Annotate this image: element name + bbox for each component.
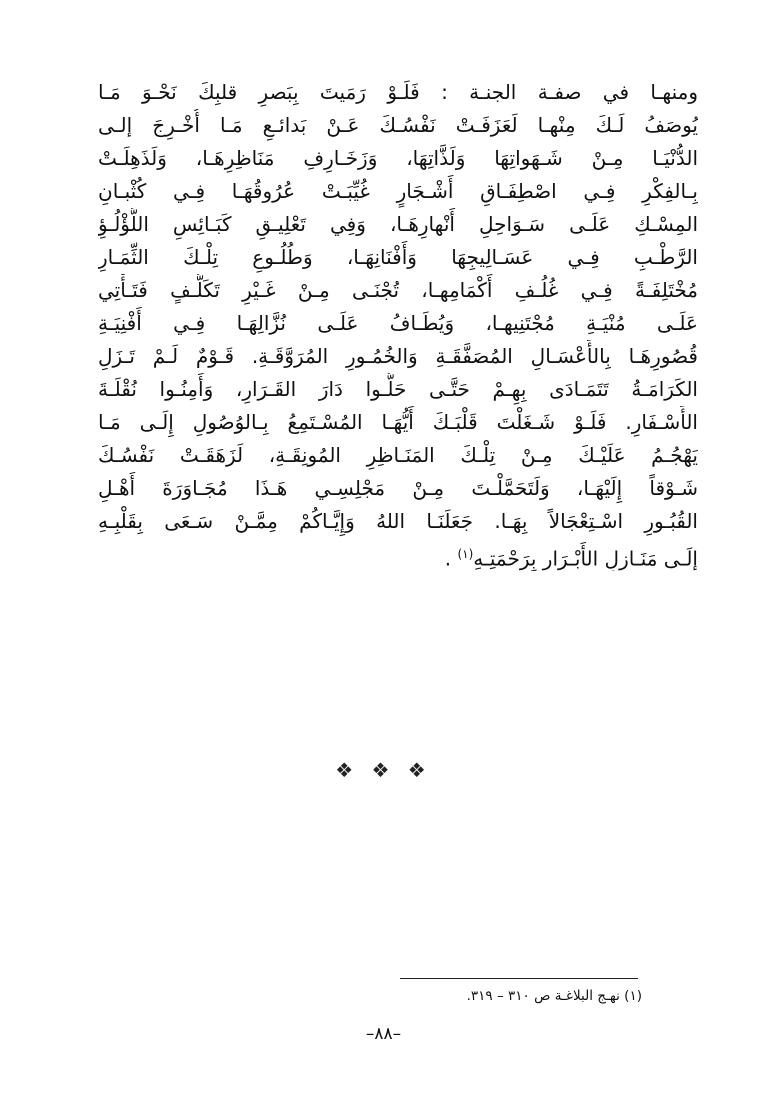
body-line: القُبُـورِ اسْـتِعْجَالاً بِهَـا. جَعَلَنَـا اللهُ وَإِيَّـاكُمْ مِمَّـنْ سَـعَى بِقَلْبِـهِ <box>98 509 698 533</box>
body-line: قُصُورِهَـا بِالأَعْسَـالِ المُصَفَّقَـةِ وَالخُمُـورِ المُرَوَّقَـةِ. قَـوْمٌ لَـمْ تَـزَلِ <box>98 344 698 368</box>
body-line: ومنهـا في صفـة الجنـة : فَلَـوْ رَمَيتَ بِبَصرِ قلبِكَ نَحْـوَ مَـا <box>98 80 698 104</box>
body-line: الدُّنْيَـا مِـنْ شَـهَواتِهَا وَلَذَّاتِهَا، وَزَخَـارِفِ مَنَاظِرِهَـا، وَلَذَهِلَـتْ <box>98 146 698 170</box>
body-line: بِـالفِكْرِ فِـي اصْطِفَـاقِ أَشْـجَارٍ غُيِّبَـتْ عُرُوقُهَـا فِـي كُثْبـانِ <box>98 179 698 203</box>
footnote-divider <box>400 978 638 979</box>
footnote: (١) نهـج البلاغـة ص ٣١٠ – ٣١٩. <box>466 988 642 1004</box>
body-line: يَهْجُـمُ عَلَيْـكَ مِـنْ تِلْـكَ المَنَـاظِرِ المُونِقَـةِ، لَزَهَقَـتْ نَفْسُـكَ <box>98 443 698 467</box>
body-line: الكَرَامَـةُ تَتَمَـادَى بِهِـمْ حَتَّـى حَلُّـوا دَارَ القَـرَارِ، وَأَمِنُـوا نُقْلَـةَ <box>98 377 698 401</box>
body-line: مُخْتَلِفَـةً فِـي غُلُـفِ أَكْمَامِهـا، تُجْنَـى مِـنْ غَـيْرِ تَكَلُّـفٍ فَتَـأْتِي <box>98 278 698 302</box>
body-line: شَـوْقاً إِلَيْهَـا، وَلَتَحَمَّلْـتَ مِـنْ مَجْلِسِـي هَـذَا مُجَـاوَرَةَ أَهْـلِ <box>98 476 698 500</box>
body-line: عَلَـى مُنْيَـةِ مُجْتَنِيهـا، وَيُطَـافُ عَلَـى نُزَّالِهَـا فِـي أَفْنِيَـةِ <box>98 311 698 335</box>
body-line-text: إِلَـى مَنَـازِلِ الأَبْـرَارِ بِرَحْمَتِـهِ <box>473 546 698 571</box>
body-line: يُوصَفُ لَـكَ مِنْهـا لَعَزَفَـتْ نَفْسُـكَ عَـنْ بَدائـعِ مَـا أُخْـرِجَ إلـى <box>98 113 698 137</box>
page-number: –٨٨– <box>365 1024 402 1044</box>
body-line: الرَّطْـبِ فِـي عَسَـالِيجِهَا وَأَفْنَانِهَـا، وَطُلُـوعِ تِلْـكَ الثِّمَـارِ <box>98 245 698 269</box>
section-ornament: ❖ ❖ ❖ <box>335 758 432 782</box>
body-line-last <box>98 538 698 571</box>
body-text <box>98 76 698 571</box>
footnote-marker[interactable]: (١) <box>457 547 474 561</box>
body-line: المِسْـكِ عَلَـى سَـوَاحِلِ أَنْهارِهَـا، وَفِي تَعْلِيـقِ كَبَـائِسِ اللُّؤْلُـؤِ <box>98 212 698 236</box>
final-period: . <box>444 546 452 571</box>
body-line: الأَسْـفَارِ. فَلَـوْ شَـغَلْتَ قَلْبَـكَ أَيُّهَـا المُسْـتَمِعُ بِـالوُصُولِ إِلَـى مَـا <box>98 410 698 434</box>
